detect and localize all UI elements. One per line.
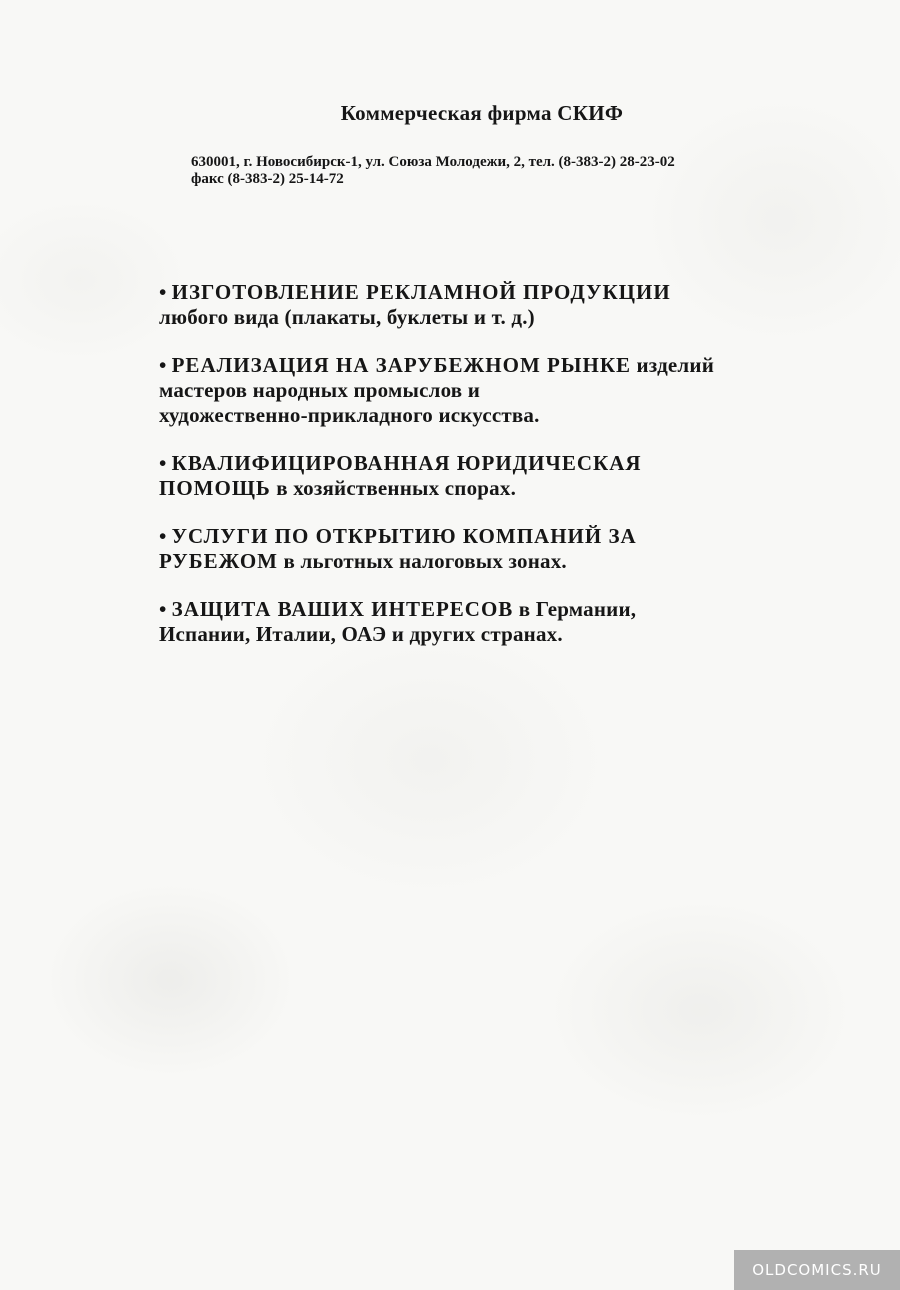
service-heading: УСЛУГИ ПО ОТКРЫТИЮ КОМПАНИЙ ЗА <box>171 524 637 548</box>
service-item <box>159 280 819 330</box>
service-heading: ИЗГОТОВЛЕНИЕ РЕКЛАМНОЙ ПРОДУКЦИИ <box>171 280 671 304</box>
contact-fax-line: факс (8-383-2) 25-14-72 <box>191 171 344 187</box>
bullet-mark: • <box>159 451 167 475</box>
service-line <box>159 622 819 647</box>
service-line <box>159 451 819 476</box>
service-line <box>159 403 819 428</box>
service-detail: в хозяйственных спорах. <box>270 476 517 500</box>
service-line <box>159 353 819 378</box>
service-line <box>159 378 819 403</box>
site-watermark: OLDCOMICS.RU <box>734 1250 900 1290</box>
service-line <box>159 549 819 574</box>
contact-block <box>191 154 675 188</box>
service-line <box>159 280 819 305</box>
bullet-mark: • <box>159 353 167 377</box>
service-line <box>159 476 819 501</box>
service-heading: ПОМОЩЬ <box>159 476 271 500</box>
service-detail: изделий <box>631 353 714 377</box>
service-detail: художественно-прикладного искусства. <box>159 403 540 427</box>
service-heading: РЕАЛИЗАЦИЯ НА ЗАРУБЕЖНОМ РЫНКЕ <box>171 353 632 377</box>
service-detail: в Германии, <box>513 597 637 621</box>
service-line <box>159 524 819 549</box>
company-name: Коммерческая фирма СКИФ <box>340 101 624 125</box>
service-line <box>159 305 819 330</box>
service-detail: Испании, Италии, ОАЭ и других странах. <box>159 622 563 646</box>
service-line <box>159 597 819 622</box>
bullet-mark: • <box>159 280 167 304</box>
service-detail: любого вида (плакаты, буклеты и т. д.) <box>159 305 535 329</box>
bullet-mark: • <box>159 524 167 548</box>
service-detail: в льготных налоговых зонах. <box>278 549 567 573</box>
service-heading: КВАЛИФИЦИРОВАННАЯ ЮРИДИЧЕСКАЯ <box>171 451 642 475</box>
services-list <box>159 280 819 670</box>
contact-address-line: 630001, г. Новосибирск-1, ул. Союза Молодежи, 2, тел. (8-383-2) 28-23-02 <box>191 154 675 170</box>
service-heading: РУБЕЖОМ <box>159 549 279 573</box>
service-heading: ЗАЩИТА ВАШИХ ИНТЕРЕСОВ <box>171 597 514 621</box>
service-detail: мастеров народных промыслов и <box>159 378 481 402</box>
service-item <box>159 597 819 647</box>
service-item <box>159 353 819 428</box>
document-title <box>0 101 900 126</box>
bullet-mark: • <box>159 597 167 621</box>
service-item <box>159 451 819 501</box>
service-item <box>159 524 819 574</box>
